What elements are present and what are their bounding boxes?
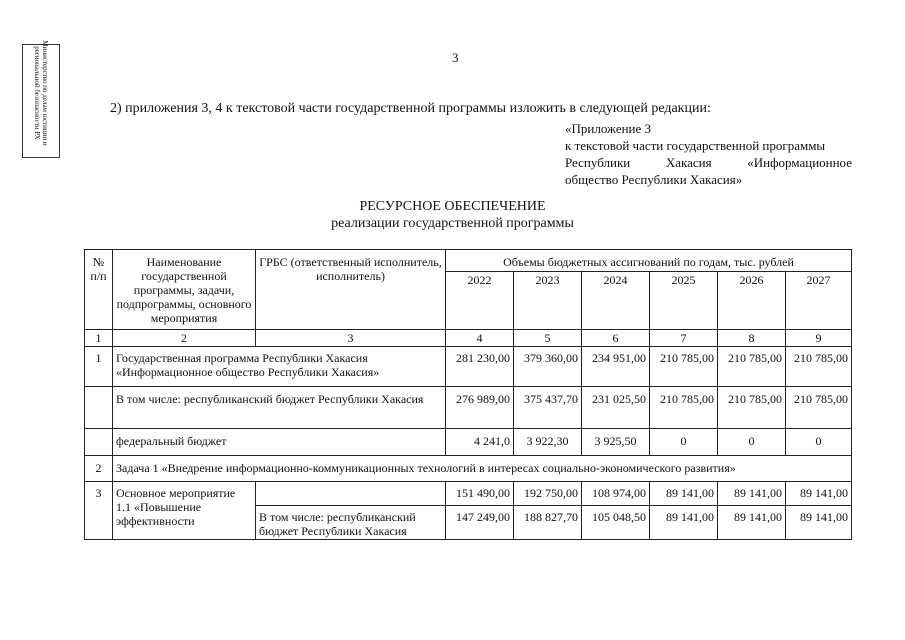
value-cell: 281 230,00 — [446, 347, 514, 387]
header-year: 2024 — [582, 272, 650, 330]
row-num-empty — [85, 429, 113, 456]
row-name: федеральный бюджет — [113, 429, 446, 456]
col-number: 5 — [514, 330, 582, 347]
value-cell: 210 785,00 — [650, 347, 718, 387]
appendix-line-4: общество Республики Хакасия» — [565, 172, 743, 187]
task-row: Задача 1 «Внедрение информационно-коммуникационных технологий в интересах социально-экономического развития» — [113, 456, 852, 482]
stamp — [22, 40, 60, 158]
header-year: 2027 — [786, 272, 852, 330]
value-cell: 3 925,50 — [582, 429, 650, 456]
intro-text: 2) приложения 3, 4 к текстовой части государственной программы изложить в следующей редакции: — [110, 101, 711, 116]
value-cell: 192 750,00 — [514, 482, 582, 506]
value-cell: 105 048,50 — [582, 506, 650, 540]
col-number: 6 — [582, 330, 650, 347]
row-num-empty — [85, 387, 113, 429]
row-num: 3 — [85, 482, 113, 540]
row-name: Основное мероприятие 1.1 «Повышение эффективности — [113, 482, 256, 540]
value-cell: 4 241,0 — [446, 429, 514, 456]
value-cell: 89 141,00 — [650, 506, 718, 540]
header-num: № п/п — [85, 250, 113, 330]
document-subtitle: реализации государственной программы — [331, 216, 574, 231]
appendix-line-3: Республики Хакасия «Информационное — [565, 155, 852, 170]
value-cell: 276 989,00 — [446, 387, 514, 429]
appendix-line-1: «Приложение 3 — [565, 121, 652, 136]
col-number: 9 — [786, 330, 852, 347]
value-cell: 0 — [718, 429, 786, 456]
value-cell: 108 974,00 — [582, 482, 650, 506]
value-cell: 3 922,30 — [514, 429, 582, 456]
value-cell: 0 — [786, 429, 852, 456]
value-cell: 210 785,00 — [786, 347, 852, 387]
value-cell: 0 — [650, 429, 718, 456]
value-cell: 210 785,00 — [786, 387, 852, 429]
header-year: 2026 — [718, 272, 786, 330]
value-cell: 89 141,00 — [786, 482, 852, 506]
grbs-empty — [256, 482, 446, 506]
grbs-cell: В том числе: республиканский бюджет Республики Хакасия — [256, 506, 446, 540]
value-cell: 234 951,00 — [582, 347, 650, 387]
header-year: 2022 — [446, 272, 514, 330]
col-number: 8 — [718, 330, 786, 347]
value-cell: 147 249,00 — [446, 506, 514, 540]
row-name: В том числе: республиканский бюджет Республики Хакасия — [113, 387, 446, 429]
col-number: 4 — [446, 330, 514, 347]
row-num: 1 — [85, 347, 113, 387]
row-name: Государственная программа Республики Хакасия «Информационное общество Республики Хакасия» — [113, 347, 446, 387]
value-cell: 89 141,00 — [650, 482, 718, 506]
value-cell: 231 025,50 — [582, 387, 650, 429]
value-cell: 210 785,00 — [650, 387, 718, 429]
document-title: РЕСУРСНОЕ ОБЕСПЕЧЕНИЕ — [359, 199, 546, 214]
col-number: 2 — [113, 330, 256, 347]
header-name: Наименование государственной программы, задачи, подпрограммы, основного мероприятия — [113, 250, 256, 330]
resource-table — [84, 249, 852, 540]
value-cell: 89 141,00 — [718, 482, 786, 506]
col-number: 7 — [650, 330, 718, 347]
page-number: 3 — [452, 50, 459, 65]
value-cell: 188 827,70 — [514, 506, 582, 540]
appendix-line-2: к текстовой части государственной программы — [565, 138, 826, 153]
value-cell: 210 785,00 — [718, 347, 786, 387]
appendix-header — [565, 120, 852, 188]
value-cell: 151 490,00 — [446, 482, 514, 506]
header-year: 2023 — [514, 272, 582, 330]
col-number: 1 — [85, 330, 113, 347]
header-volumes: Объемы бюджетных ассигнований по годам, тыс. рублей — [446, 250, 852, 272]
header-year: 2025 — [650, 272, 718, 330]
value-cell: 379 360,00 — [514, 347, 582, 387]
row-num: 2 — [85, 456, 113, 482]
value-cell: 89 141,00 — [718, 506, 786, 540]
value-cell: 210 785,00 — [718, 387, 786, 429]
stamp-text: Министерство по делам юстиции и региональной безопасности РХ — [33, 40, 49, 146]
value-cell: 375 437,70 — [514, 387, 582, 429]
col-number: 3 — [256, 330, 446, 347]
header-grbs: ГРБС (ответственный исполнитель, исполнитель) — [256, 250, 446, 330]
value-cell: 89 141,00 — [786, 506, 852, 540]
